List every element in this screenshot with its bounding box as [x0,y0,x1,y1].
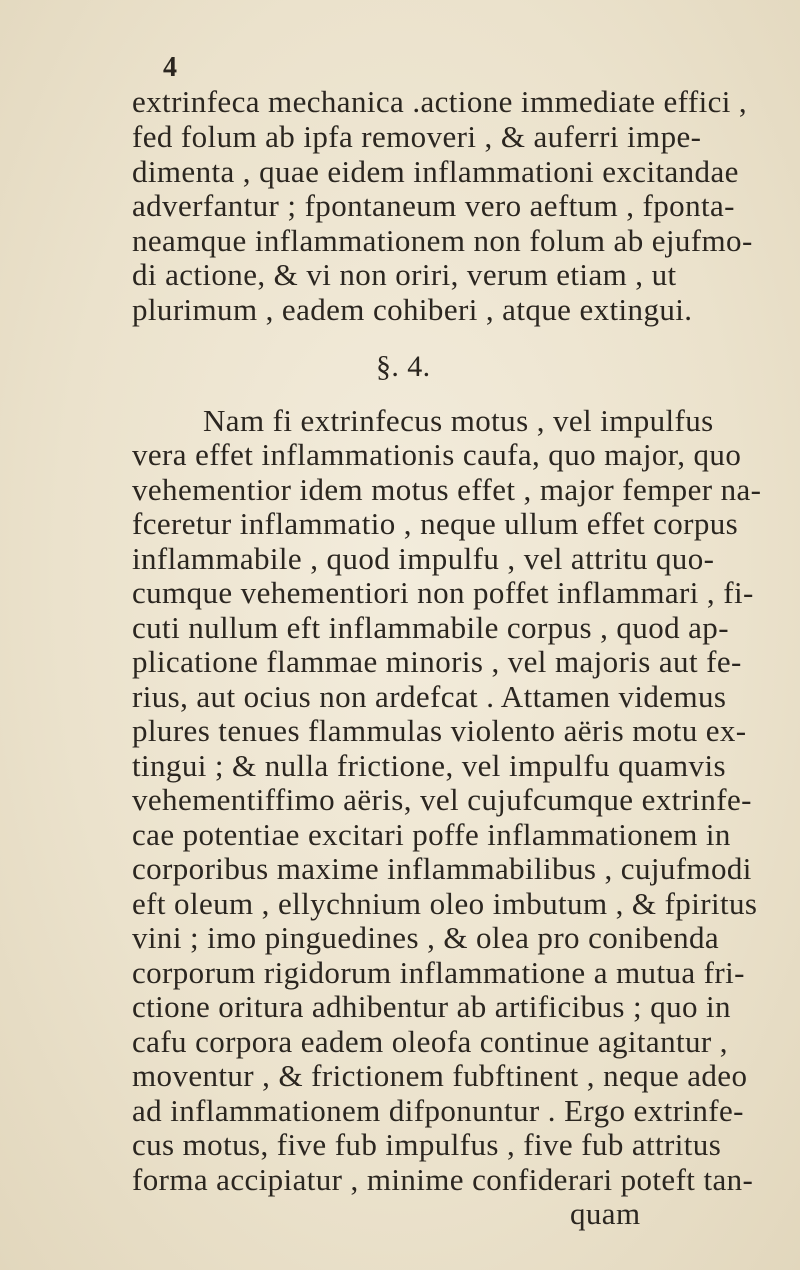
text-line: ctione oritura adhibentur ab artificibus ; quo in [132,989,731,1024]
text-line: ad inflammationem difponuntur . Ergo extrinfe- [132,1093,744,1128]
text-line: vehementiffimo aëris, vel cujufcumque extrinfe- [132,782,752,817]
text-line: plurimum , eadem cohiberi , atque extingui. [132,292,693,327]
text-line: dimenta , quae eidem inflammationi excitandae [132,154,739,189]
text-line: forma accipiatur , minime confiderari poteft tan- [132,1162,754,1197]
text-line: cafu corpora eadem oleofa continue agitantur , [132,1024,728,1059]
section-heading: §. 4. [376,350,431,383]
text-line: corporum rigidorum inflammatione a mutua fri- [132,955,745,990]
text-line: extrinfeca mechanica .actione immediate effici , [132,84,748,119]
text-line: vehementior idem motus effet , major femper na- [132,472,762,507]
text-line: di actione, & vi non oriri, verum etiam , ut [132,257,677,292]
text-line: plures tenues flammulas violento aëris motu ex- [132,713,747,748]
page-number: 4 [163,52,178,83]
text-line: cumque vehementiori non poffet inflammari , fi- [132,575,754,610]
text-line: vini ; imo pinguedines , & olea pro conibenda [132,920,720,955]
text-line: rius, aut ocius non ardefcat . Attamen videmus [132,679,727,714]
text-line: fceretur inflammatio , neque ullum effet corpus [132,506,739,541]
text-line: inflammabile , quod impulfu , vel attritu quo- [132,541,715,576]
text-line: vera effet inflammationis caufa, quo major, quo [132,437,742,472]
text-line: eft oleum , ellychnium oleo imbutum , & fpiritus [132,886,758,921]
text-line: plicatione flammae minoris , vel majoris aut fe- [132,644,742,679]
text-line: neamque inflammationem non folum ab ejufmo- [132,223,753,258]
text-line: cuti nullum eft inflammabile corpus , quod ap- [132,610,729,645]
text-line: fed folum ab ipfa removeri , & auferri impe- [132,119,702,154]
text-line: adverfantur ; fpontaneum vero aeftum , fponta- [132,188,735,223]
text-line: cae potentiae excitari poffe inflammationem in [132,817,731,852]
text-line: cus motus, five fub impulfus , five fub attritus [132,1127,722,1162]
text-line: tingui ; & nulla frictione, vel impulfu quamvis [132,748,726,783]
text-line: Nam fi extrinfecus motus , vel impulfus [203,403,714,438]
text-line: corporibus maxime inflammabilibus , cujufmodi [132,851,752,886]
text-line: moventur , & frictionem fubftinent , neque adeo [132,1058,748,1093]
catchword: quam [570,1196,641,1231]
